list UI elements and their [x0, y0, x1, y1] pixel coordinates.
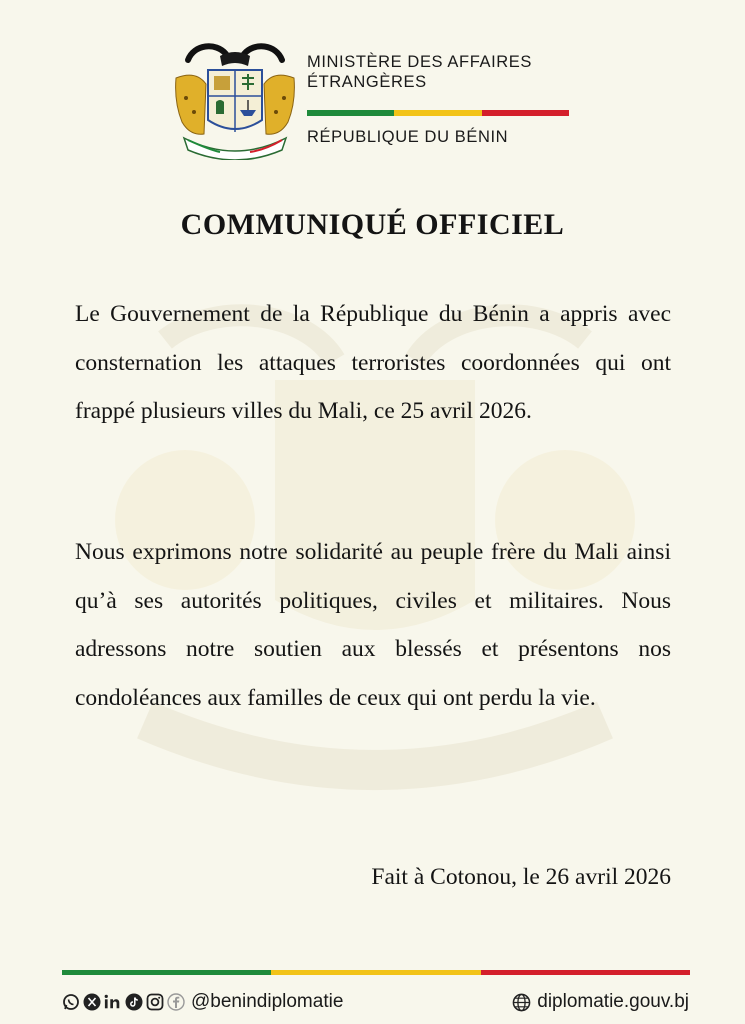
republic-name: RÉPUBLIQUE DU BÉNIN [307, 128, 509, 146]
facebook-icon[interactable] [167, 993, 185, 1011]
paragraph-2: Nous exprimons notre solidarité au peuple frère du Mali ainsi qu’à ses autorités politiques, civiles et militaires. Nous adressons notre soutien aux blessés et présentons nos condoléances aux familles de ceux qui ont perdu la vie. [75, 539, 671, 711]
x-icon[interactable] [83, 993, 101, 1011]
flag-stripe-green [307, 110, 394, 116]
globe-icon [512, 993, 531, 1012]
ministry-name: MINISTÈRE DES AFFAIRES ÉTRANGÈRES [307, 53, 532, 91]
header-flag-stripe [307, 110, 569, 116]
flag-stripe-red [481, 970, 690, 975]
social-links [62, 989, 343, 1015]
footer-flag-stripe [62, 970, 690, 975]
flag-stripe-green [62, 970, 271, 975]
whatsapp-icon[interactable] [62, 993, 80, 1011]
signoff-place-date: Fait à Cotonou, le 26 avril 2026 [371, 864, 671, 890]
instagram-icon[interactable] [146, 993, 164, 1011]
social-handle[interactable]: @benindiplomatie [191, 991, 344, 1012]
flag-stripe-yellow [394, 110, 481, 116]
page-title: COMMUNIQUÉ OFFICIEL [180, 208, 565, 241]
flag-stripe-yellow [271, 970, 480, 975]
paragraph-1: Le Gouvernement de la République du Bénin a appris avec consternation les attaques terroristes coordonnées qui ont frappé plusieurs villes du Mali, ce 25 avril 2026. [75, 301, 671, 424]
letterhead [170, 40, 590, 160]
coat-of-arms-logo [170, 40, 300, 160]
website-url[interactable]: diplomatie.gouv.bj [537, 991, 689, 1012]
tiktok-icon[interactable] [125, 993, 143, 1011]
website-link[interactable] [512, 989, 689, 1015]
flag-stripe-red [482, 110, 569, 116]
linkedin-icon[interactable] [104, 993, 122, 1011]
